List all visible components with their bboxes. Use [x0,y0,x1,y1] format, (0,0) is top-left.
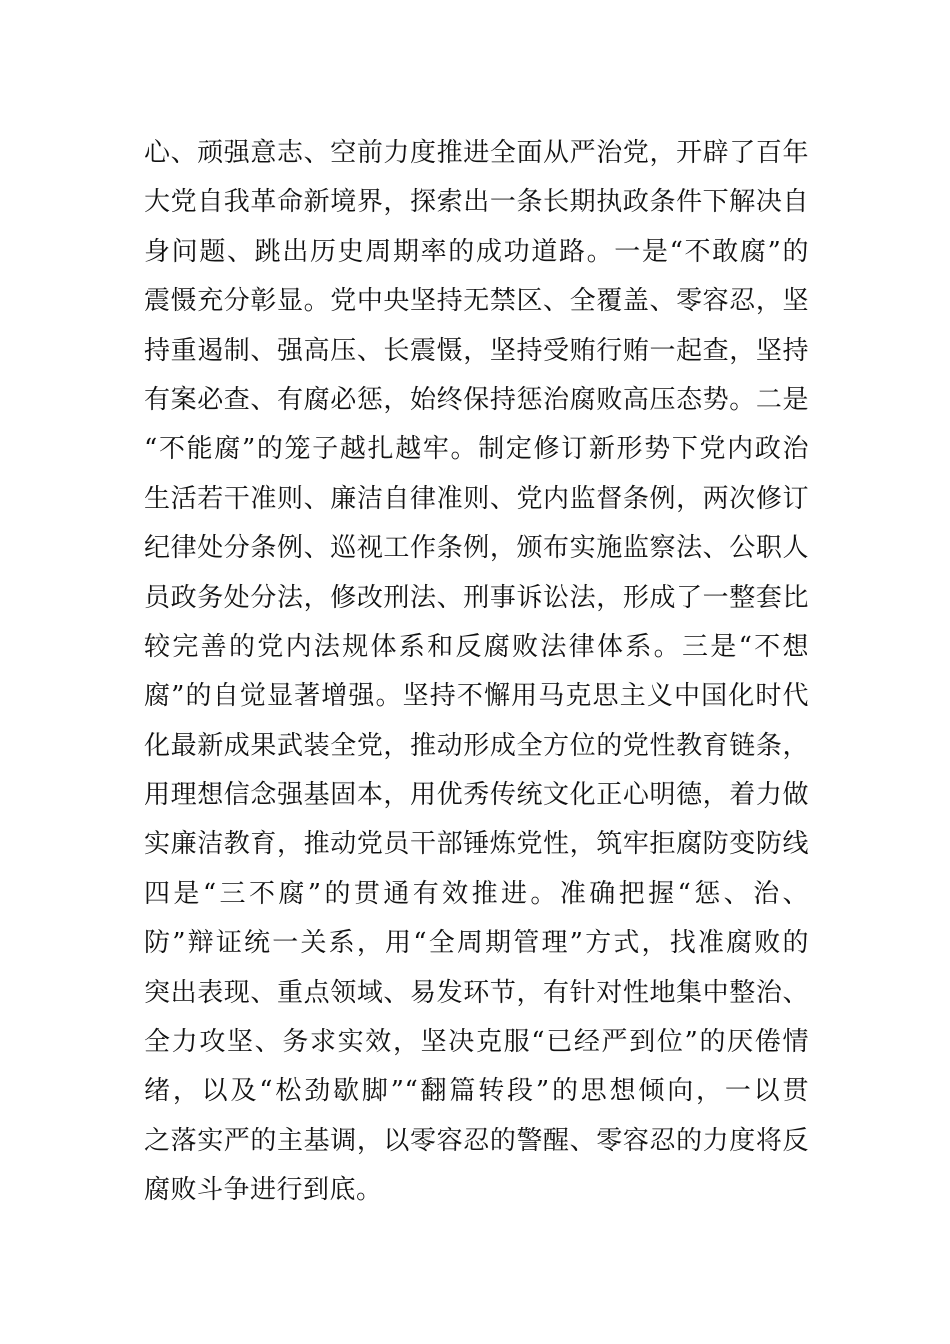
text-line: 身问题、跳出历史周期率的成功道路。一是“不敢腐”的 [144,236,809,267]
text-line: 腐败斗争进行到底。 [144,1175,383,1206]
text-line: 全力攻坚、务求实效，坚决克服“已经严到位”的厌倦情 [144,1027,809,1058]
text-line: 之落实严的主基调，以零容忍的警醒、零容忍的力度将反 [144,1125,809,1156]
text-line: 大党自我革命新境界，探索出一条长期执政条件下解决自 [144,187,809,218]
text-line: 持重遏制、强高压、长震慑，坚持受贿行贿一起查，坚持 [144,335,809,366]
text-line: 腐”的自觉显著增强。坚持不懈用马克思主义中国化时代 [144,681,809,712]
text-line: 生活若干准则、廉洁自律准则、党内监督条例，两次修订 [144,483,809,514]
text-line: 纪律处分条例、巡视工作条例，颁布实施监察法、公职人 [144,533,809,564]
text-line: 突出表现、重点领域、易发环节，有针对性地集中整治、 [144,977,809,1008]
text-line: 有案必查、有腐必惩，始终保持惩治腐败高压态势。二是 [144,384,809,415]
text-line: 绪，以及“松劲歇脚”“翻篇转段”的思想倾向，一以贯 [144,1076,809,1107]
text-line: 较完善的党内法规体系和反腐败法律体系。三是“不想 [144,631,809,662]
text-line: 用理想信念强基固本，用优秀传统文化正心明德，着力做 [144,780,809,811]
text-line: 化最新成果武装全党，推动形成全方位的党性教育链条， [144,730,809,761]
text-line: “不能腐”的笼子越扎越牢。制定修订新形势下党内政治 [144,434,809,465]
text-line: 四是“三不腐”的贯通有效推进。准确把握“惩、治、 [144,878,809,909]
text-line: 员政务处分法，修改刑法、刑事诉讼法，形成了一整套比 [144,582,809,613]
body-paragraph [144,129,809,1216]
text-line: 震慑充分彰显。党中央坚持无禁区、全覆盖、零容忍，坚 [144,286,809,317]
text-line: 实廉洁教育，推动党员干部锤炼党性，筑牢拒腐防变防线 [144,829,809,860]
text-line: 防”辩证统一关系，用“全周期管理”方式，找准腐败的 [144,928,809,959]
text-line: 心、顽强意志、空前力度推进全面从严治党，开辟了百年 [144,138,809,168]
